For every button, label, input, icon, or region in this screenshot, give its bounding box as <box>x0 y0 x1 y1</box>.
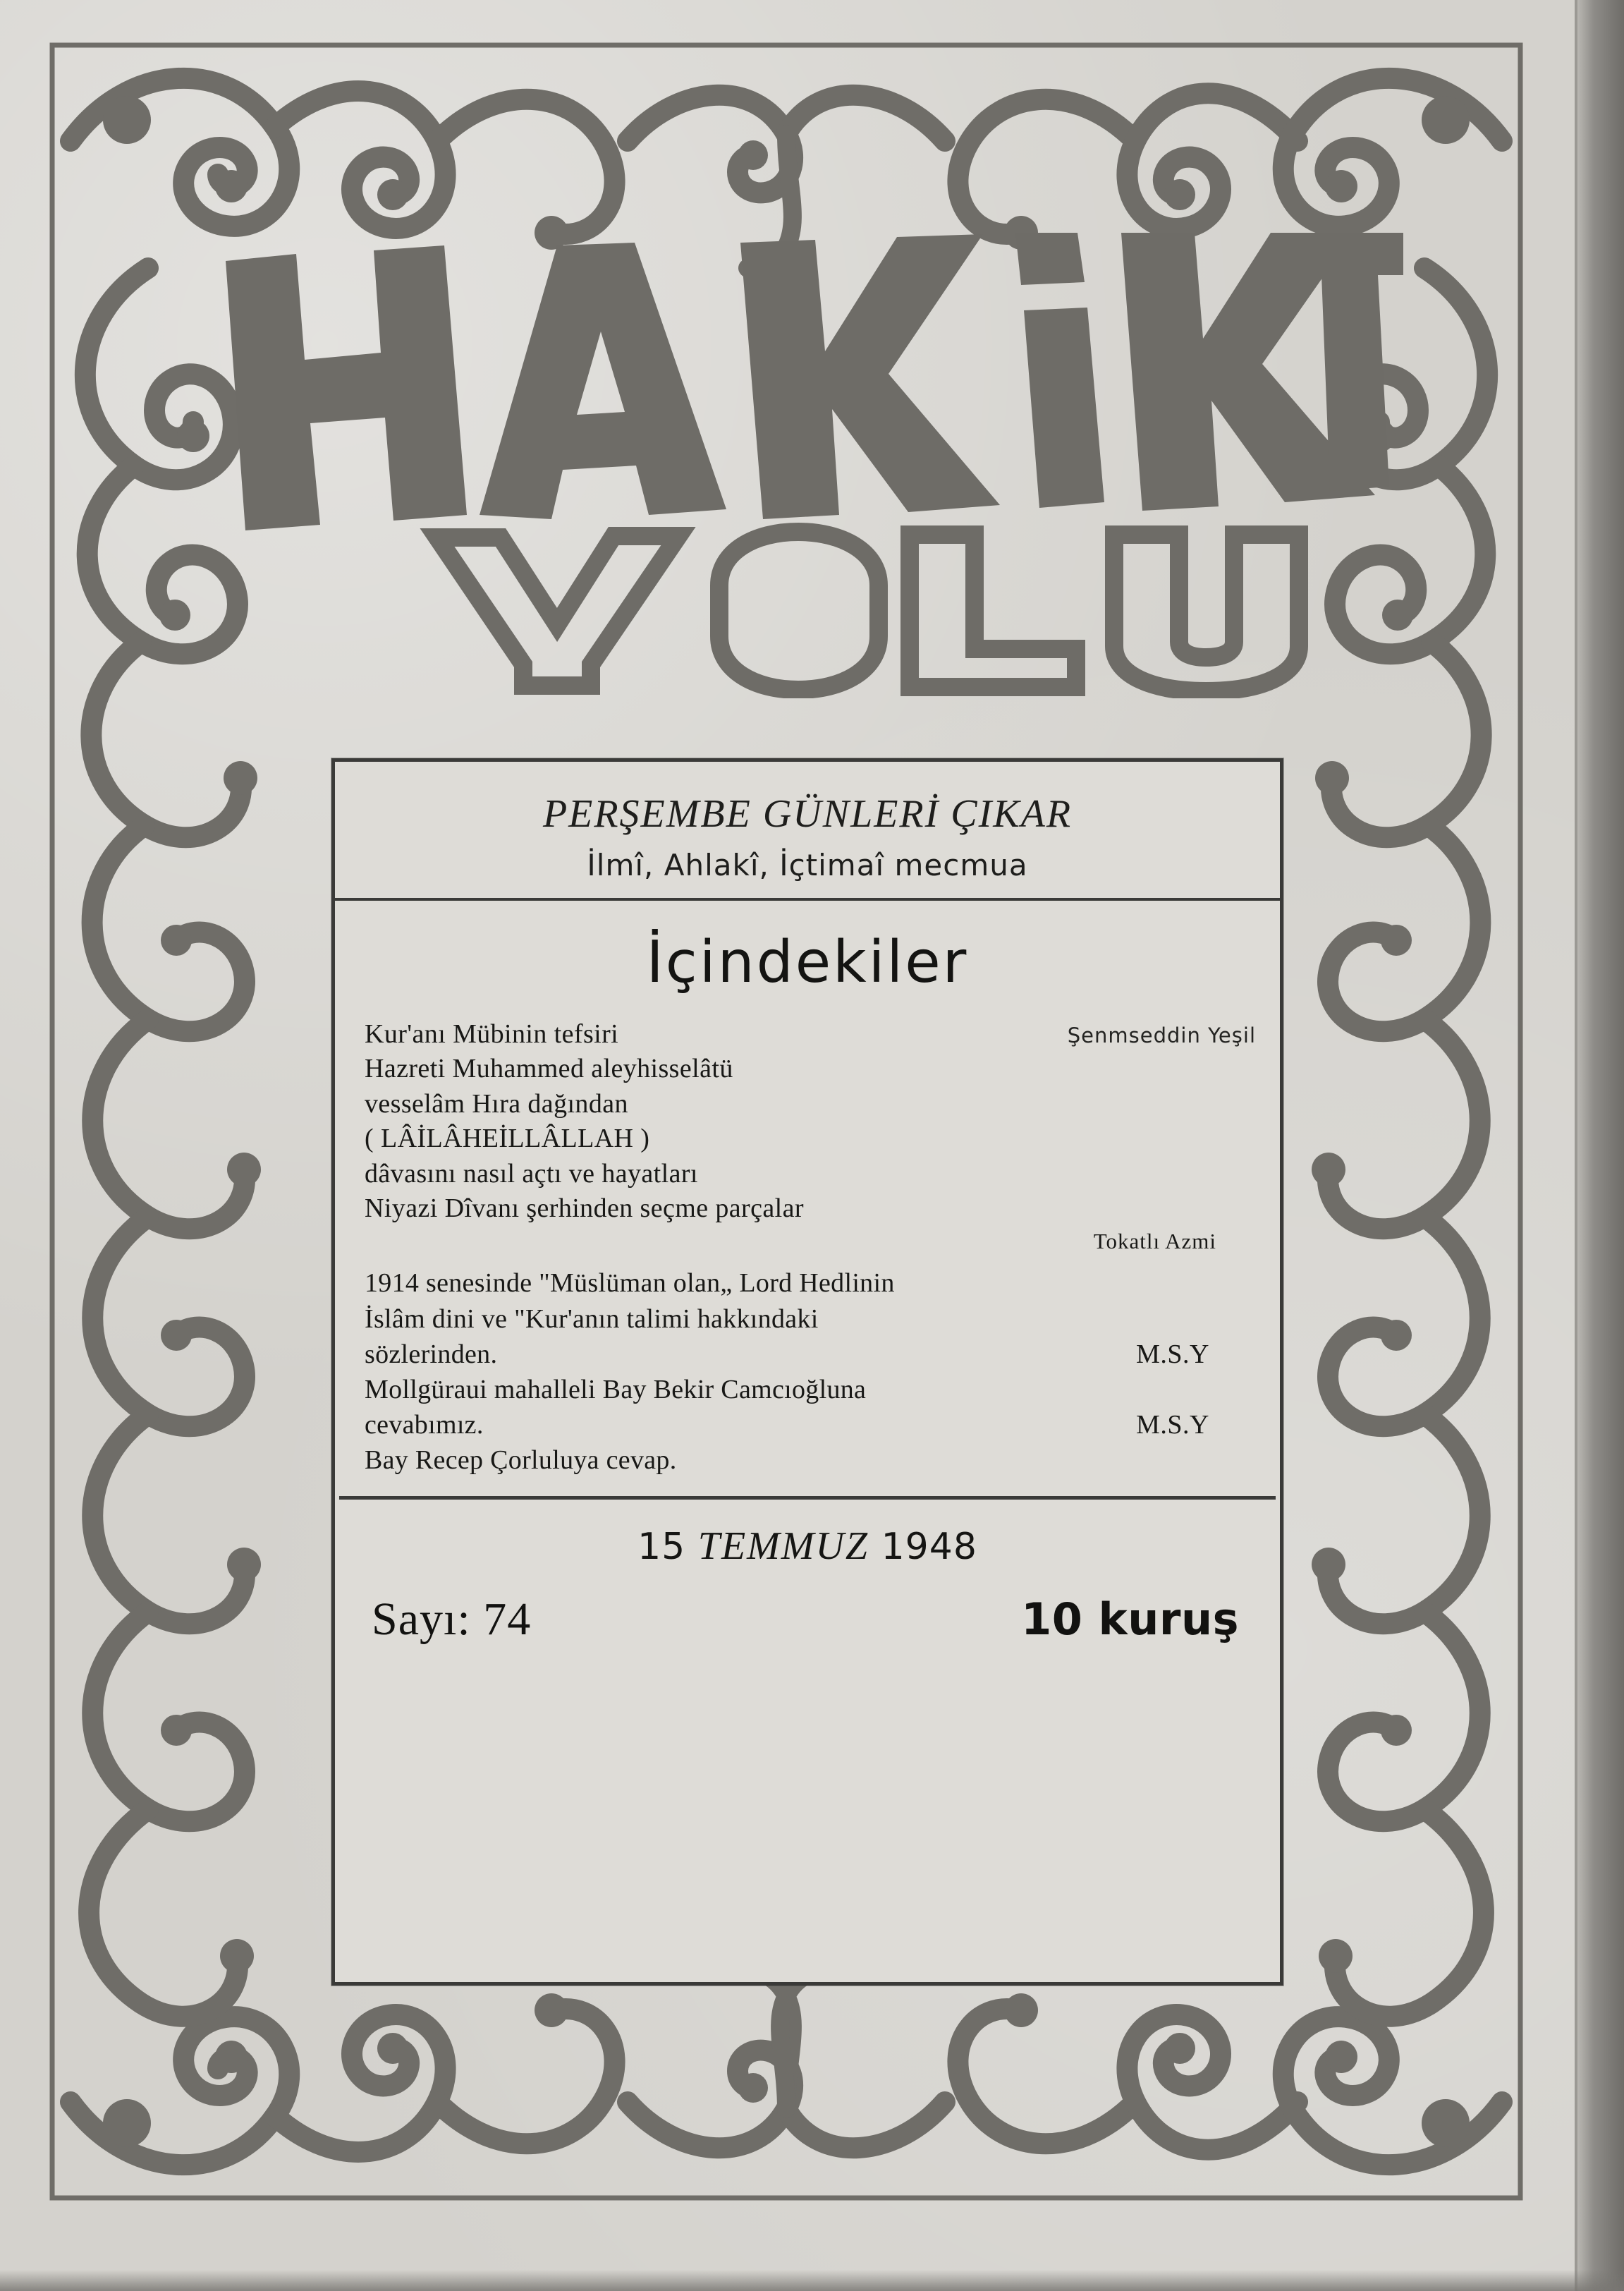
publication-logo <box>204 233 1403 698</box>
issue-number: 74 <box>483 1593 532 1646</box>
issue-number-block <box>372 1593 531 1646</box>
cover-content-box <box>331 758 1283 1986</box>
toc-entry-author: Şenmseddin Yeşil <box>1067 1023 1256 1047</box>
issue-price: 10 kuruş <box>1021 1593 1239 1646</box>
toc-paragraph-entry <box>365 1265 1256 1371</box>
toc-entry-line: İslâm dini ve "Kur'anın talimi hakkındaki <box>365 1304 819 1334</box>
toc-entry-line-with-author <box>365 1337 1256 1372</box>
toc-entry-line: 1914 senesinde "Müslüman olan„ Lord Hedlinin <box>365 1268 895 1299</box>
publication-subtitle: İlmî, Ahlakî, İçtimaî mecmua <box>587 848 1028 882</box>
contents-divider <box>339 1496 1276 1500</box>
toc-entry: ( LÂİLÂHEİLLÂLLAH ) <box>365 1124 650 1154</box>
toc-entry: dâvasını nasıl açtı ve hayatları <box>365 1158 698 1189</box>
scan-bottom-shadow <box>0 2270 1624 2291</box>
issue-date <box>335 1524 1280 1569</box>
toc-entry <box>365 1017 1256 1052</box>
scan-edge-line <box>1575 0 1577 2291</box>
toc-entry-line: cevabımız. <box>365 1409 484 1440</box>
issue-footer <box>335 1593 1280 1646</box>
toc-paragraph-entry <box>365 1372 1256 1442</box>
scan-edge-shadow <box>1577 0 1624 2291</box>
contents-list <box>335 1017 1280 1478</box>
toc-entry: Hazreti Muhammed aleyhisselâtü <box>365 1054 733 1084</box>
toc-entry: Niyazi Dîvanı şerhinden seçme parçalar <box>365 1193 804 1223</box>
toc-entry-line-with-author <box>365 1407 1256 1442</box>
issue-date-month: TEMMUZ <box>697 1524 869 1569</box>
toc-paragraph-entry <box>365 1442 1256 1478</box>
toc-entry: vesselâm Hıra dağından <box>365 1088 628 1119</box>
toc-entry-author: M.S.Y <box>1136 1409 1209 1440</box>
toc-entry-author: M.S.Y <box>1136 1339 1209 1369</box>
publication-schedule: PERŞEMBE GÜNLERİ ÇIKAR <box>542 792 1073 836</box>
issue-date-day: 15 <box>637 1526 686 1569</box>
masthead-block <box>335 762 1280 901</box>
toc-entry-title: Kur'anı Mübinin tefsiri <box>365 1019 619 1049</box>
toc-entry-line: sözlerinden. <box>365 1339 498 1369</box>
contents-heading: İçindekiler <box>646 929 969 996</box>
issue-label: Sayı: <box>372 1593 471 1646</box>
toc-entry-line: Mollgüraui mahalleli Bay Bekir Camcıoğluna <box>365 1374 867 1404</box>
issue-date-year: 1948 <box>881 1526 977 1569</box>
toc-entry-line: Bay Recep Çorluluya cevap. <box>365 1445 677 1476</box>
toc-entry-author: Tokatlı Azmi <box>1093 1229 1216 1254</box>
